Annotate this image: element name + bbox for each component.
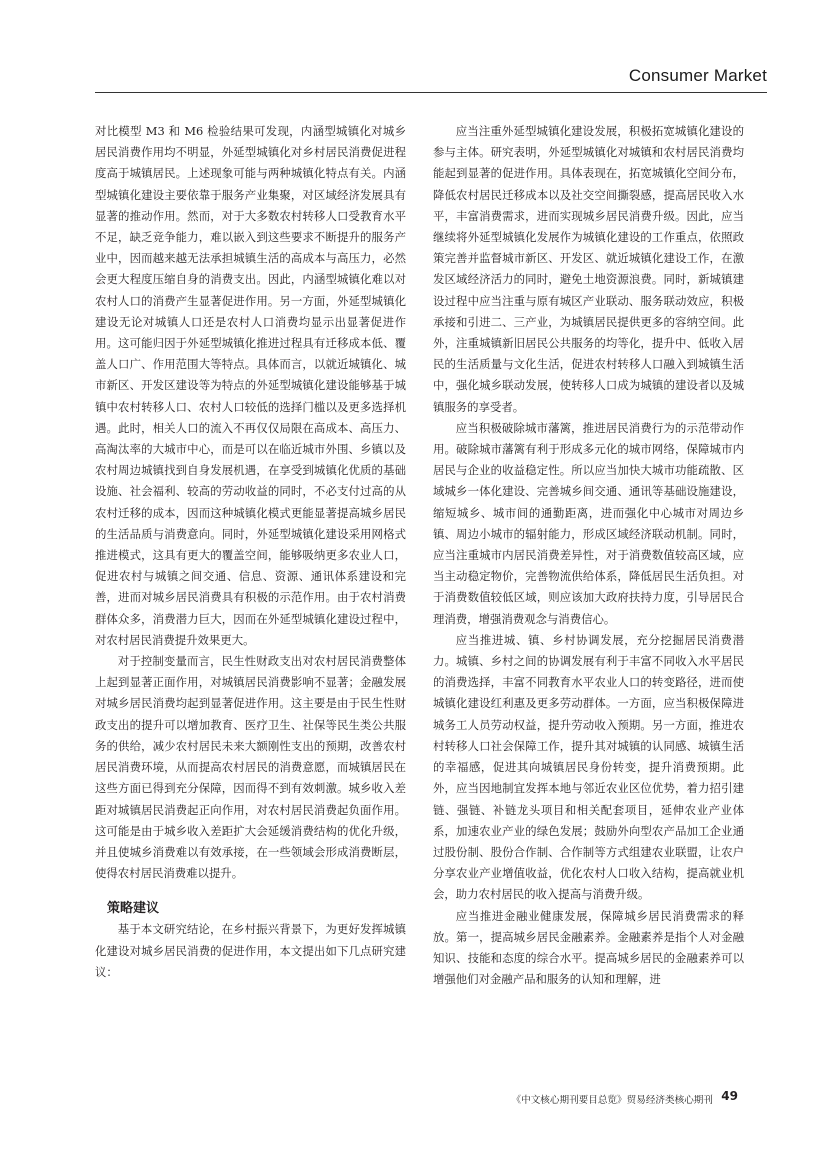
paragraph: 对比模型 M3 和 M6 检验结果可发现，内涵型城镇化对城乡居民消费作用均不明显，外延型城镇化对乡村居民消费促进程度高于城镇居民。上述现象可能与两种城镇化特点有关。内涵型城镇化建设主要依靠于服务产业集聚，对区域经济发展具有显著的推动作用。然而，对于大多数农村转移人口受教育水平不足，缺乏竞争能力，难以嵌入到这些要求不断提升的服务产业中，因而越来越无法承担城镇生活的高成本与高压力，必然会更大程度压缩自身的消费支出。因此，内涵型城镇化难以对农村人口的消费产生显著促进作用。另一方面，外延型城镇化建设无论对城镇人口还是农村人口消费均显示出显著促进作用。这可能归因于外延型城镇化推进过程具有迁移成本低、覆盖人口广、作用范围大等特点。具体而言，以就近城镇化、城市新区、开发区建设等为特点的外延型城镇化建设能够基于城镇中农村转移人口、农村人口较低的选择门槛以及更多选择机遇。此时，相关人口的流入不再仅仅局限在高成本、高压力、高淘汰率的大城市中心，而是可以在临近城市外围、乡镇以及农村周边城镇找到自身发展机遇，在享受到城镇化优质的基础设施、社会福利、较高的劳动收益的同时，不必支付过高的从农村迁移的成本，因而这种城镇化模式更能显著提高城乡居民的生活品质与消费意向。同时，外延型城镇化建设采用网格式推进模式，这具有更大的覆盖空间，能够吸纳更多农业人口，促进农村与城镇之间交通、信息、资源、通讯体系建设和完善，进而对城乡居民消费具有积极的示范作用。由于农村消费群体众多，消费潜力巨大，因而在外延型城镇化建设过程中，对农村居民消费提升效果更大。: [95, 124, 406, 647]
section-heading: 策略建议: [107, 901, 160, 917]
header-divider: [95, 92, 767, 93]
paragraph: 应当推进城、镇、乡村协调发展，充分挖掘居民消费潜力。城镇、乡村之间的协调发展有利于丰富不同收入水平居民的消费选择，丰富不同教育水平农业人口的转变路径，进而使城镇化建设红利惠及更多劳动群体。一方面，应当积极保障进城务工人员劳动权益，提升劳动收入预期。另一方面，推进农村转移人口社会保障工作，提升其对城镇的认同感、城镇生活的幸福感，促进其向城镇居民身份转变，提升消费预期。此外，应当因地制宜发挥本地与邻近农业区位优势，着力招引建链、强链、补链龙头项目和相关配套项目，延伸农业产业体系，加速农业产业的绿色发展；鼓励外向型农产品加工企业通过股份制、股份合作制、合作制等方式组建农业联盟，让农户分享农业产业增值收益，优化农村人口收入结构，提高就业机会，助力农村居民的收入提高与消费升级。: [433, 632, 744, 902]
left-column: [95, 121, 406, 983]
paragraph: 基于本文研究结论，在乡村振兴背景下，为更好发挥城镇化建设对城乡居民消费的促进作用，本文提出如下几点研究建议：: [95, 922, 406, 979]
paragraph: 应当积极破除城市藩篱，推进居民消费行为的示范带动作用。破除城市藩篱有利于形成多元化的城市网络，保障城市内居民与企业的收益稳定性。所以应当加快大城市功能疏散、区域城乡一体化建设、完善城乡间交通、通讯等基础设施建设，缩短城乡、城市间的通勤距离，进而强化中心城市对周边乡镇、周边小城市的辐射能力，形成区域经济联动机制。同时，应当注重城市内居民消费差异性，对于消费数值较高区域，应当主动稳定物价，完善物流供给体系，降低居民生活负担。对于消费数值较低区域，则应该加大政府扶持力度，引导居民合理消费，增强消费观念与消费信心。: [433, 420, 744, 626]
journal-section-title: Consumer Market: [628, 66, 767, 85]
right-column: [433, 121, 744, 990]
page-number: 49: [721, 1089, 738, 1103]
footer-journal-note: 《中文核心期刊要目总览》贸易经济类核心期刊: [511, 1095, 713, 1106]
paragraph: 应当注重外延型城镇化建设发展，积极拓宽城镇化建设的参与主体。研究表明，外延型城镇化对城镇和农村居民消费均能起到显著的促进作用。具体表现在，拓宽城镇化空间分布，降低农村居民迁移成本以及社交空间撕裂感，提高居民收入水平，丰富消费需求，进而实现城乡居民消费升级。因此，应当继续将外延型城镇化发展作为城镇化建设的工作重点，依照政策完善并监督城市新区、开发区、就近城镇化建设工作，在激发区域经济活力的同时，避免土地资源浪费。同时，新城镇建设过程中应当注重与原有城区产业联动、服务联动效应，积极承接和引进二、三产业，为城镇居民提供更多的容纳空间。此外，注重城镇新旧居民公共服务的均等化，提升中、低收入居民的生活质量与文化生活，促进农村转移人口融入到城镇生活中，强化城乡联动发展，使转移人口成为城镇的建设者以及城镇服务的享受者。: [433, 124, 744, 414]
paragraph: 对于控制变量而言，民生性财政支出对农村居民消费整体上起到显著正面作用，对城镇居民消费影响不显著；金融发展对城乡居民消费均起到显著促进作用。这主要是由于民生性财政支出的提升可以增加教育、医疗卫生、社保等民生类公共服务的供给，减少农村居民未来大额刚性支出的预期，改善农村居民消费环境，从而提高农村居民的消费意愿，而城镇居民在这些方面已得到充分保障，因而得不到有效刺激。城乡收入差距对城镇居民消费起正向作用，对农村居民消费起负面作用。这可能是由于城乡收入差距扩大会延缓消费结构的优化升级，并且使城乡消费难以有效承接，在一些领域会形成消费断层，使得农村居民消费难以提升。: [95, 654, 406, 881]
paragraph: 应当推进金融业健康发展，保障城乡居民消费需求的释放。第一，提高城乡居民金融素养。金融素养是指个人对金融知识、技能和态度的综合水平。提高城乡居民的金融素养可以增强他们对金融产品和服务的认知和理解，进: [433, 908, 744, 987]
